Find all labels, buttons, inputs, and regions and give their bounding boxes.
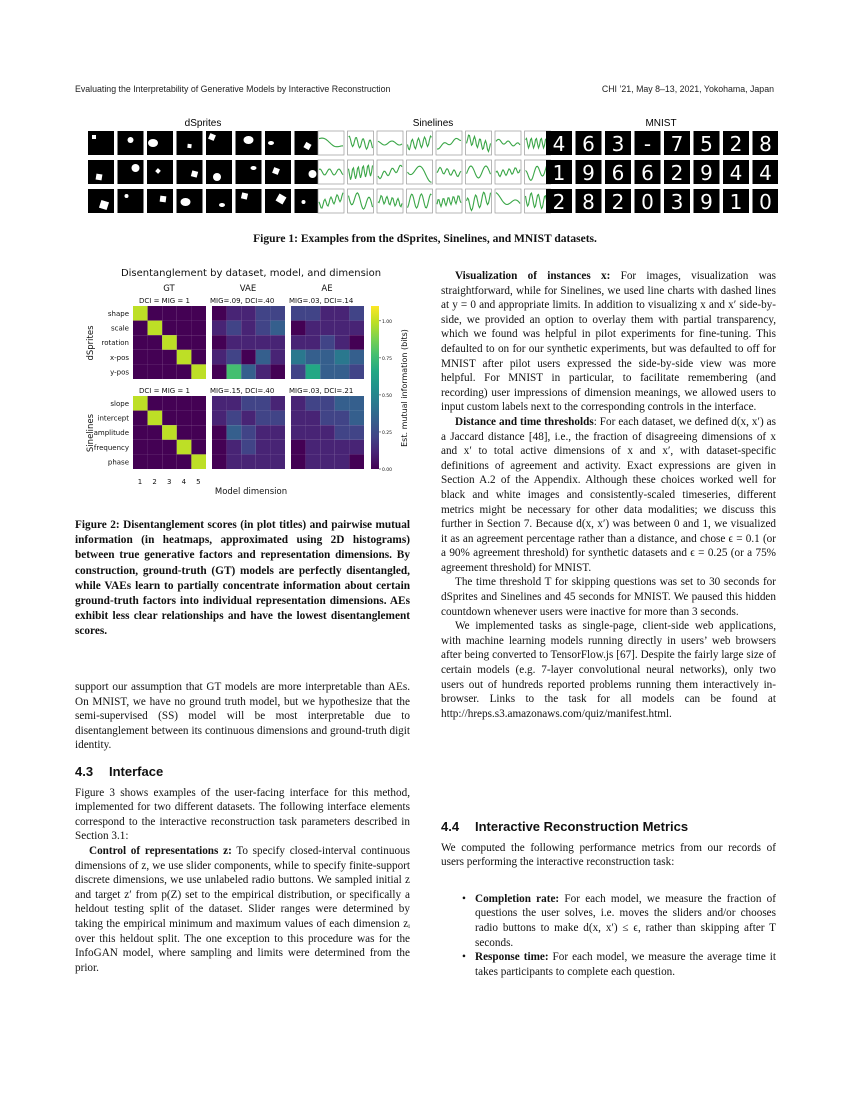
heatmap-cell bbox=[270, 440, 285, 455]
heatmap-cell bbox=[191, 454, 206, 469]
heatmap-cell bbox=[212, 364, 227, 379]
heatmap-cell bbox=[212, 350, 227, 365]
figure-2-title: Disentanglement by dataset, model, and dimension bbox=[120, 268, 382, 279]
x-tick-label: 3 bbox=[166, 478, 172, 486]
mnist-digit: 7 bbox=[670, 132, 684, 156]
heatmap-cell bbox=[212, 454, 227, 469]
mnist-digit: 4 bbox=[759, 161, 772, 185]
heatmap-cell bbox=[191, 306, 206, 321]
heatmap-score-label: MIG=.03, DCI=.14 bbox=[289, 297, 354, 305]
heatmap-cell bbox=[227, 440, 242, 455]
mnist-digit: 4 bbox=[729, 161, 743, 185]
heatmap-cell bbox=[256, 364, 271, 379]
heatmap-cell bbox=[270, 335, 285, 350]
heatmap-cell bbox=[256, 454, 271, 469]
para-implementation: We implemented tasks as single-page, client-side web applications, with machine learning models running directly in users’ web browsers after being converted to TensorFlow.js [67]. Despite the fairly large size of certain models (e.g. 7-layer convolutional neural networks), only two users out of hundreds reported problems running them interactively in-browser. Links to the task for all models can be found at http://hreps.s3.amazonaws.com/quiz/manifest.html. bbox=[441, 620, 776, 720]
heatmap-cell bbox=[133, 335, 148, 350]
heatmap-row-label: amplitude bbox=[93, 429, 129, 438]
heatmap-cell bbox=[270, 396, 285, 411]
heatmap-cell bbox=[212, 335, 227, 350]
heatmap-cell bbox=[162, 411, 177, 426]
heatmap-cell bbox=[227, 321, 242, 336]
heatmap-cell bbox=[320, 440, 335, 455]
mnist-digit: 2 bbox=[729, 132, 743, 156]
heatmap-cell bbox=[227, 396, 242, 411]
heatmap-cell bbox=[177, 425, 192, 440]
x-axis-label: Model dimension bbox=[214, 487, 288, 497]
heatmap-cell bbox=[177, 411, 192, 426]
colorbar bbox=[371, 306, 379, 469]
heatmap-cell bbox=[133, 306, 148, 321]
colorbar-tick-label: 0.50 bbox=[382, 393, 393, 399]
heatmap-row-label: rotation bbox=[101, 339, 129, 348]
right-column bbox=[441, 269, 776, 721]
para-control: To specify closed-interval continuous dimensions of z, we use slider components, while to specify finite-support discrete dimensions, we use unlabeled radio buttons. We sampled initial z and target z′ from p(Z) set to the empirical distribution, or specifically a heldout testing split of the dataset. Slider ranges were determined by taking the empirical minimum and maximum values of each dimension zᵢ over this heldout split. The one exception to this procedure was for the InfoGAN model, where sampling and limits were determined from the prior. bbox=[75, 844, 410, 974]
heatmap-cell bbox=[306, 440, 321, 455]
heatmap-cell bbox=[133, 454, 148, 469]
mnist-digit: 2 bbox=[670, 161, 684, 185]
heatmap-cell bbox=[306, 350, 321, 365]
heatmap-cell bbox=[212, 411, 227, 426]
sinelines-tile bbox=[466, 160, 492, 184]
heatmap-cell bbox=[133, 350, 148, 365]
figure-1 bbox=[88, 118, 778, 218]
heatmap-cell bbox=[191, 350, 206, 365]
heatmap-cell bbox=[241, 454, 256, 469]
mnist-digit: 2 bbox=[552, 190, 566, 214]
dsprites-tile bbox=[206, 189, 232, 213]
mnist-digit: 6 bbox=[641, 161, 654, 185]
heatmap-cell bbox=[227, 335, 242, 350]
heatmap-cell bbox=[241, 411, 256, 426]
heatmap-cell bbox=[291, 321, 306, 336]
heatmap-cell bbox=[177, 454, 192, 469]
heatmap-cell bbox=[148, 350, 163, 365]
heatmap-cell bbox=[227, 454, 242, 469]
heatmap-cell bbox=[162, 396, 177, 411]
sinelines-tile bbox=[436, 189, 462, 213]
heatmap-cell bbox=[291, 396, 306, 411]
section-number: 4.3 bbox=[75, 763, 94, 779]
right-column-lower bbox=[441, 820, 776, 979]
dsprites-tile bbox=[295, 160, 321, 184]
heatmap-cell bbox=[291, 454, 306, 469]
colorbar-tick-label: 0.75 bbox=[382, 356, 393, 362]
heatmap-cell bbox=[335, 396, 350, 411]
heatmap-column-title: AE bbox=[321, 284, 333, 294]
heatmap-cell bbox=[162, 364, 177, 379]
heatmap-cell bbox=[227, 306, 242, 321]
dsprites-tile bbox=[118, 189, 144, 213]
heatmap-cell bbox=[335, 411, 350, 426]
heatmap-score-label: DCI = MIG = 1 bbox=[139, 387, 190, 395]
heatmap-cell bbox=[320, 321, 335, 336]
heatmap-cell bbox=[227, 350, 242, 365]
heatmap-cell bbox=[212, 440, 227, 455]
heatmap-cell bbox=[256, 335, 271, 350]
sinelines-tile bbox=[436, 131, 462, 155]
heatmap-cell bbox=[241, 350, 256, 365]
heatmap-cell bbox=[212, 396, 227, 411]
mnist-digit: 5 bbox=[700, 132, 713, 156]
heatmap-cell bbox=[291, 350, 306, 365]
heatmap-cell bbox=[349, 411, 364, 426]
dsprites-tile bbox=[236, 160, 262, 184]
dsprites-square bbox=[96, 174, 103, 181]
heatmap-cell bbox=[241, 364, 256, 379]
mnist-digit: 0 bbox=[759, 190, 772, 214]
heatmap-cell bbox=[162, 306, 177, 321]
bullet-completion: • Completion rate: For each model, we measure the fraction of questions the user solves, i.e. moves the sliders and/or chooses radio buttons to make d(x, x′) ≤ ϵ, rather than skipping after T seconds. bbox=[462, 892, 776, 949]
heatmap-cell bbox=[227, 364, 242, 379]
x-tick-label: 4 bbox=[181, 478, 187, 486]
dsprites-heart bbox=[125, 194, 129, 198]
heatmap-cell bbox=[177, 364, 192, 379]
heatmap-cell bbox=[191, 440, 206, 455]
colorbar-tick-label: 0.25 bbox=[382, 430, 393, 436]
heatmap-cell bbox=[177, 321, 192, 336]
heatmap-cell bbox=[212, 321, 227, 336]
mnist-digit: 0 bbox=[641, 190, 654, 214]
dsprites-tile bbox=[236, 189, 262, 213]
mnist-digit: 1 bbox=[552, 161, 566, 185]
dsprites-ellipse bbox=[251, 166, 257, 170]
heatmap-cell bbox=[335, 321, 350, 336]
x-tick-label: 2 bbox=[152, 478, 157, 486]
dsprites-ellipse bbox=[181, 198, 191, 206]
heatmap-cell bbox=[349, 440, 364, 455]
heatmap-cell bbox=[320, 335, 335, 350]
heatmap-cell bbox=[306, 411, 321, 426]
section-title: Interactive Reconstruction Metrics bbox=[475, 819, 689, 834]
figure-2-caption: Figure 2: Disentanglement scores (in plot titles) and pairwise mutual information (in heatmaps, approximated using 2D histograms) between true generative factors and representation dimensions. By construction, ground-truth (GT) models are perfectly disentangled, while VAEs learn to partially concentrate information about certain ground-truth factors into individual representation dimensions. AEs exhibit less clear relationships and have the lowest disentanglement scores. bbox=[75, 519, 410, 638]
colorbar-tick-label: 1.00 bbox=[382, 319, 393, 325]
mnist-digit: 1 bbox=[729, 190, 743, 214]
heatmap-cell bbox=[148, 306, 163, 321]
dsprites-heart bbox=[213, 173, 221, 181]
mnist-digit: 9 bbox=[582, 161, 595, 185]
dsprites-tile bbox=[177, 131, 203, 155]
heatmap-column-title: VAE bbox=[239, 284, 257, 294]
para-time: The time threshold T for skipping questions was set to 30 seconds for dSprites and Sinelines and 45 seconds for MNIST. We paused this hidden countdown whenever users were inactive for more than 3 seconds. bbox=[441, 576, 776, 618]
heatmap-cell bbox=[270, 364, 285, 379]
mnist-digit: 3 bbox=[670, 190, 684, 214]
heatmap-row-label: frequency bbox=[93, 443, 129, 452]
heatmap-cell bbox=[320, 364, 335, 379]
heatmap-cell bbox=[191, 364, 206, 379]
dsprites-ellipse bbox=[219, 203, 225, 207]
heatmap-dataset-label: dSprites bbox=[86, 325, 96, 361]
heatmap-cell bbox=[148, 396, 163, 411]
heatmap-cell bbox=[335, 440, 350, 455]
heatmap-cell bbox=[270, 350, 285, 365]
heatmap-cell bbox=[335, 335, 350, 350]
heatmap-cell bbox=[148, 411, 163, 426]
heatmap-cell bbox=[133, 425, 148, 440]
heatmap-cell bbox=[306, 454, 321, 469]
heatmap-row-label: y-pos bbox=[110, 368, 129, 377]
heatmap-cell bbox=[335, 350, 350, 365]
heatmap-cell bbox=[191, 335, 206, 350]
colorbar-tick-label: 0.00 bbox=[382, 468, 393, 473]
x-tick-label: 5 bbox=[196, 478, 201, 486]
heatmap-cell bbox=[270, 411, 285, 426]
figure-1-panel-title: Sinelines bbox=[412, 118, 454, 129]
heatmap-cell bbox=[227, 411, 242, 426]
heatmap-cell bbox=[148, 335, 163, 350]
visualization-head: Visualization of instances x: bbox=[455, 270, 611, 282]
heatmap-cell bbox=[306, 321, 321, 336]
para-thresholds: : For each dataset, we defined d(x, x′) as a Jaccard distance [48], i.e., the fraction of disagreeing dimensions of x and x′ to total active dimensions of x and x′, with dataset-specific definitions of agreement and activity. Exact expressions are given in Section A.2 of the Appendix. Although these choices worked well for black and white images and consistently-scaled timeseries, different metrics might be necessary for other data modalities; we discuss this further in Section 7. Because d(x, x′) was between 0 and 1, we visualized it as an agreement percentage rather than a distance, and chose ϵ = 0.1 (or a 90% agreement threshold) for synthetic datasets and ϵ = 0.25 (or a 75% agreement threshold) for MNIST. bbox=[441, 415, 777, 574]
figure-2-heatmaps bbox=[75, 266, 420, 500]
heatmap-cell bbox=[291, 440, 306, 455]
heatmap-cell bbox=[349, 364, 364, 379]
heatmap-cell bbox=[191, 396, 206, 411]
figure-1-panel-title: MNIST bbox=[645, 118, 677, 129]
heatmap-cell bbox=[349, 335, 364, 350]
heatmap-cell bbox=[291, 411, 306, 426]
heatmap-cell bbox=[241, 440, 256, 455]
dsprites-heart bbox=[302, 200, 306, 204]
heatmap-cell bbox=[291, 425, 306, 440]
heatmap-row-label: shape bbox=[107, 310, 129, 318]
dsprites-square bbox=[160, 196, 167, 203]
heatmap-cell bbox=[349, 396, 364, 411]
x-tick-label: 1 bbox=[137, 478, 143, 486]
heatmap-cell bbox=[148, 440, 163, 455]
heatmap-cell bbox=[270, 306, 285, 321]
heatmap-row-label: x-pos bbox=[109, 353, 129, 362]
sinelines-tile bbox=[318, 131, 344, 155]
figure-1-panel-title: dSprites bbox=[184, 118, 222, 129]
heatmap-cell bbox=[148, 321, 163, 336]
heatmap-cell bbox=[133, 396, 148, 411]
heatmap-column-title: GT bbox=[163, 284, 175, 294]
mnist-digit: 9 bbox=[700, 161, 713, 185]
heatmap-cell bbox=[241, 396, 256, 411]
dsprites-heart bbox=[309, 170, 317, 178]
heatmap-row-label: slope bbox=[110, 400, 129, 408]
dsprites-ellipse bbox=[148, 139, 158, 147]
dsprites-tile bbox=[88, 131, 114, 155]
heatmap-cell bbox=[256, 440, 271, 455]
dsprites-tile bbox=[88, 160, 114, 184]
para-interface: Figure 3 shows examples of the user-facing interface for this method, implemented for two different datasets. The following interface elements correspond to the interactive reconstruction task parameters described in Section 3.1: bbox=[75, 786, 410, 843]
heatmap-cell bbox=[256, 321, 271, 336]
heatmap-cell bbox=[162, 425, 177, 440]
heatmap-cell bbox=[349, 454, 364, 469]
heatmap-cell bbox=[320, 425, 335, 440]
heatmap-score-label: MIG=.03, DCI=.21 bbox=[289, 387, 354, 395]
section-title: Interface bbox=[109, 763, 164, 779]
running-header-left: Evaluating the Interpretability of Generative Models by Interactive Reconstruction bbox=[75, 84, 391, 94]
heatmap-cell bbox=[241, 321, 256, 336]
heatmap-cell bbox=[349, 306, 364, 321]
heatmap-score-label: MIG=.15, DCI=.40 bbox=[210, 387, 275, 395]
heatmap-cell bbox=[177, 306, 192, 321]
heatmap-cell bbox=[335, 364, 350, 379]
heatmap-cell bbox=[191, 321, 206, 336]
dsprites-square bbox=[187, 144, 191, 148]
dsprites-square bbox=[92, 135, 96, 139]
heatmap-score-label: DCI = MIG = 1 bbox=[139, 297, 190, 305]
heatmap-cell bbox=[349, 350, 364, 365]
heatmap-cell bbox=[133, 364, 148, 379]
para-assumption: support our assumption that GT models are more interpretable than AEs. On MNIST, we have no ground truth model, but we hypothesize that the semi-supervised (SS) model will be most interpretable due to disentanglement between its continuous dimensions and ground-truth digit identity. bbox=[75, 681, 410, 752]
heatmap-cell bbox=[148, 425, 163, 440]
heatmap-cell bbox=[306, 335, 321, 350]
heatmap-cell bbox=[241, 335, 256, 350]
heatmap-cell bbox=[191, 425, 206, 440]
heatmap-cell bbox=[320, 411, 335, 426]
dsprites-ellipse bbox=[244, 136, 254, 144]
heatmap-cell bbox=[177, 440, 192, 455]
control-head: Control of representations z: bbox=[89, 844, 232, 857]
dsprites-ellipse bbox=[268, 141, 274, 145]
mnist-digit: 2 bbox=[611, 190, 625, 214]
heatmap-row-label: scale bbox=[110, 324, 129, 333]
mnist-digit: 8 bbox=[582, 190, 595, 214]
heatmap-cell bbox=[306, 396, 321, 411]
heatmap-cell bbox=[291, 306, 306, 321]
heatmap-cell bbox=[306, 425, 321, 440]
para-metrics: We computed the following performance metrics from our records of users performing the interactive reconstruction task: bbox=[441, 841, 776, 869]
heatmap-cell bbox=[191, 411, 206, 426]
heatmap-cell bbox=[270, 454, 285, 469]
heatmap-cell bbox=[177, 335, 192, 350]
mnist-digit: 3 bbox=[611, 132, 625, 156]
heatmap-cell bbox=[270, 321, 285, 336]
heatmap-row-label: intercept bbox=[97, 414, 129, 423]
heatmap-row-label: phase bbox=[107, 458, 129, 467]
dsprites-tile bbox=[295, 189, 321, 213]
heatmap-cell bbox=[162, 350, 177, 365]
dsprites-tile bbox=[88, 189, 114, 213]
mnist-digit: 6 bbox=[582, 132, 595, 156]
heatmap-cell bbox=[241, 425, 256, 440]
left-column bbox=[75, 680, 410, 975]
heatmap-cell bbox=[291, 335, 306, 350]
heatmap-cell bbox=[162, 335, 177, 350]
heatmap-cell bbox=[162, 440, 177, 455]
heatmap-cell bbox=[227, 425, 242, 440]
heatmap-cell bbox=[133, 440, 148, 455]
heatmap-cell bbox=[133, 321, 148, 336]
mnist-digit: 8 bbox=[759, 132, 772, 156]
section-number: 4.4 bbox=[441, 819, 460, 834]
heatmap-cell bbox=[291, 364, 306, 379]
heatmap-cell bbox=[270, 425, 285, 440]
heatmap-cell bbox=[256, 396, 271, 411]
heatmap-cell bbox=[212, 425, 227, 440]
heatmap-cell bbox=[335, 454, 350, 469]
heatmap-cell bbox=[320, 350, 335, 365]
figure-1-caption: Figure 1: Examples from the dSprites, Sinelines, and MNIST datasets. bbox=[253, 233, 597, 245]
heatmap-cell bbox=[335, 425, 350, 440]
heatmap-cell bbox=[162, 454, 177, 469]
mnist-digit: 4 bbox=[552, 132, 566, 156]
heatmap-cell bbox=[177, 396, 192, 411]
heatmap-cell bbox=[162, 321, 177, 336]
para-visualization: For images, visualization was straightforward, while for Sinelines, we used line charts with dashed lines at y = 0 and appropriate limits. In addition to visualizing x and x′ side-by-side, we provided an option to overlay them with partial transparency, which we found was helpful in pilot experiments for fine-tuning. This defaulted to on for our synthetic experiments, but was defaulted to off for MNIST after pilot users expressed the side-by-side view was more helpful. For MNIST in particular, to facilitate remembering (and recording) user impressions of dimension meanings, we allowed users to input custom labels next to the corresponding controls in the interface. bbox=[441, 270, 777, 414]
heatmap-cell bbox=[212, 306, 227, 321]
dsprites-tile bbox=[147, 160, 173, 184]
heatmap-cell bbox=[177, 350, 192, 365]
heatmap-cell bbox=[320, 454, 335, 469]
section-4-3-heading bbox=[75, 765, 410, 780]
heatmap-cell bbox=[256, 411, 271, 426]
running-header-right: CHI ’21, May 8–13, 2021, Yokohama, Japan bbox=[601, 84, 774, 94]
heatmap-cell bbox=[349, 321, 364, 336]
heatmap-cell bbox=[349, 425, 364, 440]
dsprites-heart bbox=[132, 164, 140, 172]
heatmap-cell bbox=[241, 306, 256, 321]
colorbar-label: Est. mutual information (bits) bbox=[400, 329, 409, 447]
mnist-digit: - bbox=[643, 132, 652, 156]
dsprites-heart bbox=[128, 137, 134, 143]
heatmap-cell bbox=[133, 411, 148, 426]
mnist-digit: 6 bbox=[611, 161, 625, 185]
heatmap-cell bbox=[335, 306, 350, 321]
heatmap-cell bbox=[256, 425, 271, 440]
heatmap-cell bbox=[148, 454, 163, 469]
heatmap-score-label: MIG=.09, DCI=.40 bbox=[210, 297, 275, 305]
heatmap-cell bbox=[306, 364, 321, 379]
bullet-response: • Response time: For each model, we measure the average time it takes participants to complete each question. bbox=[462, 951, 776, 978]
dsprites-tile bbox=[177, 160, 203, 184]
heatmap-cell bbox=[320, 396, 335, 411]
heatmap-cell bbox=[256, 306, 271, 321]
heatmap-cell bbox=[306, 306, 321, 321]
heatmap-dataset-label: Sinelines bbox=[86, 413, 96, 453]
heatmap-cell bbox=[320, 306, 335, 321]
section-4-4-heading bbox=[441, 820, 776, 835]
dsprites-tile bbox=[118, 160, 144, 184]
thresholds-head: Distance and time thresholds bbox=[455, 415, 594, 428]
heatmap-cell bbox=[148, 364, 163, 379]
mnist-digit: 9 bbox=[700, 190, 713, 214]
heatmap-cell bbox=[256, 350, 271, 365]
